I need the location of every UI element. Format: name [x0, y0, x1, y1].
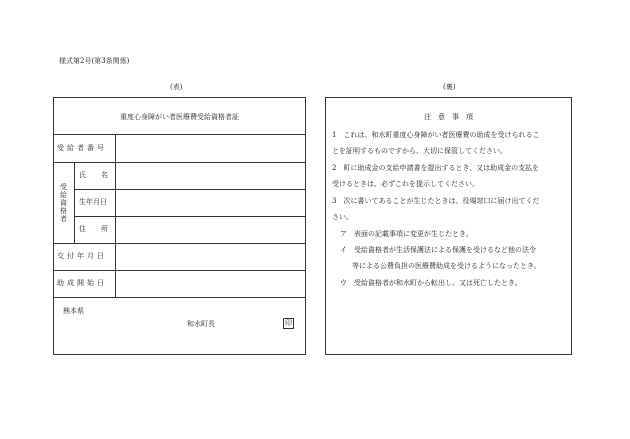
row-divider [53, 162, 306, 163]
note-line: とを証明するものですから、大切に保管してください。 [332, 147, 507, 155]
note-line: 2 町に助成金の支給申請書を提出するとき、又は助成金の支払を [332, 164, 540, 172]
note-subitem: ウ 受給資格者が和水町から転出し、又は死亡したとき。 [340, 279, 522, 287]
note-line: さい。 [332, 213, 353, 221]
birthdate-label: 生年月日 [79, 198, 107, 206]
row-divider [53, 243, 306, 244]
mayor-title: 和水町長 [187, 320, 215, 328]
note-line: 受けるときは、必ずこれを提示してください。 [332, 180, 479, 188]
start-date-label: 助成開始日 [57, 279, 107, 287]
row-divider [53, 134, 306, 135]
seal-box: 印 [285, 319, 292, 327]
note-line: 3 次に書いてあることが生じたときは、役場窓口に届け出てくだ [332, 197, 540, 205]
note-subitem: イ 受給資格者が生活保護法による保護を受けるなど他の法令 [340, 246, 536, 254]
note-subitem-continued: 等による公費負担の医療費助成を受けるようになったとき。 [352, 262, 541, 270]
notes-heading: 注 意 事 項 [424, 113, 473, 121]
group-column-divider [74, 162, 75, 243]
row-divider [53, 270, 306, 271]
address-label: 住 所 [79, 225, 112, 233]
recipient-group-label: 受給資格者 [59, 182, 68, 223]
recipient-number-label: 受給者番号 [57, 144, 107, 152]
name-label: 氏 名 [79, 171, 112, 179]
front-title: 重度心身障がい者医療費受給資格者証 [120, 113, 239, 121]
prefecture: 熊本県 [63, 307, 84, 315]
row-divider [74, 216, 306, 217]
row-divider [53, 297, 306, 298]
row-divider [74, 189, 306, 190]
front-side-label: (表) [170, 83, 183, 91]
note-line: 1 これは、和水町重度心身障がい者医療費の助成を受けられるこ [332, 131, 540, 139]
form-number: 様式第2号(第3条関係) [59, 57, 130, 65]
back-side-label: (裏) [443, 83, 456, 91]
issue-date-label: 交付年月日 [57, 252, 107, 260]
label-column-divider [115, 134, 116, 297]
note-subitem: ア 表面の記載事項に変更が生じたとき。 [340, 230, 473, 238]
recipient-group-label-cell [53, 162, 74, 243]
